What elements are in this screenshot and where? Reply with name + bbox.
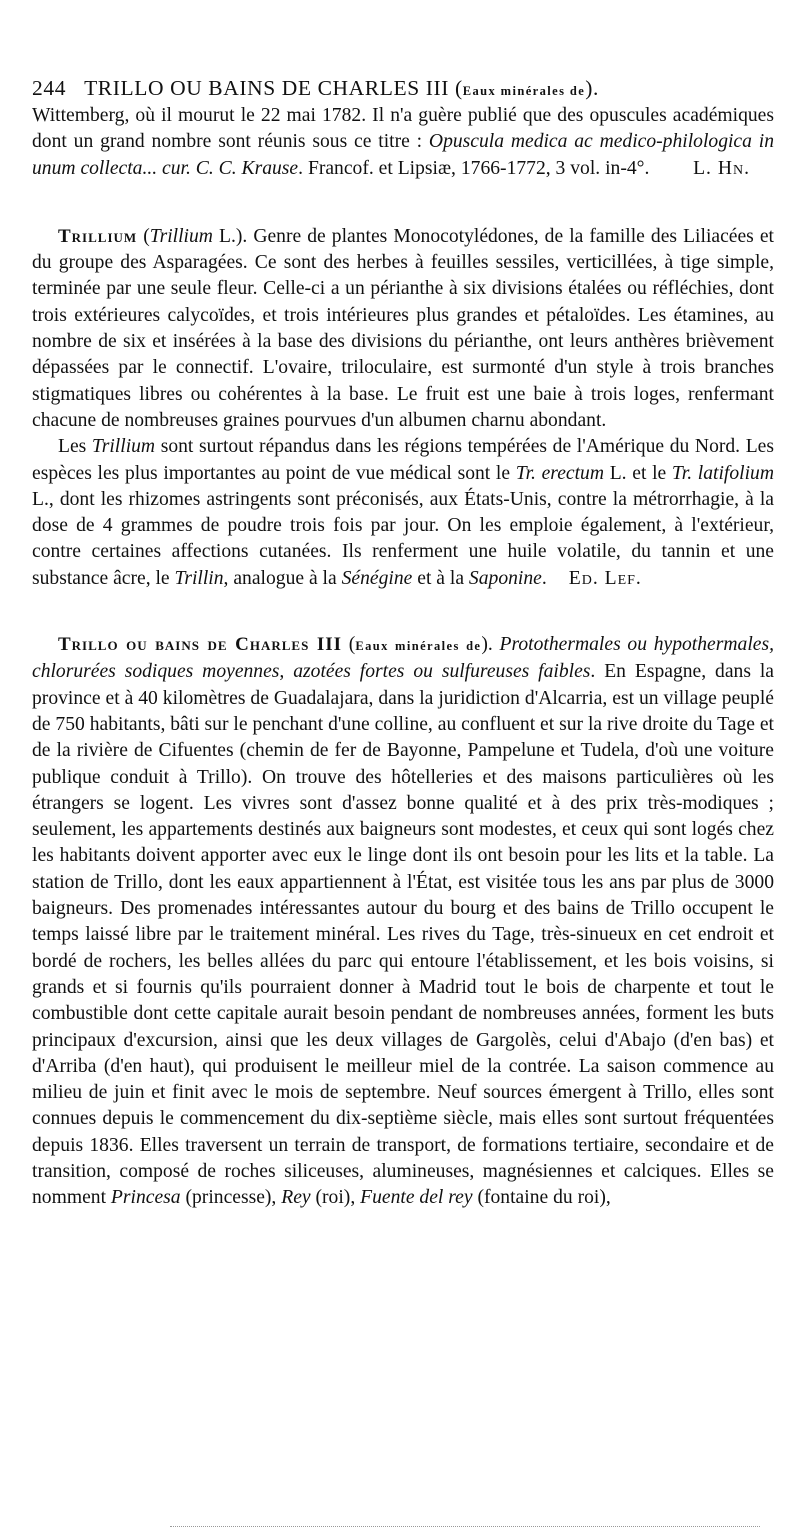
trillium-p2-i2: Tr. erectum — [515, 462, 604, 484]
trillium-signature: Ed. Lef. — [568, 567, 642, 589]
continuation-text-after: . Francof. et Lipsiæ, 1766-1772, 3 vol. in-4°. — [298, 157, 650, 179]
trillium-latin-tail: L.). — [212, 225, 254, 247]
trillium-description: Genre de plantes Monocotylédones, de la famille des Liliacées et du groupe des Asparagées. Ce sont des herbes à feuilles sessiles, verticillées, à tige simple, terminée par une seule fleur. Celle-ci a un périanthe à six divisions étalées ou réfléchies, dont trois extérieures calycoïdes, et trois intérieures plus grandes et pétaloïdes. Les étamines, au nombre de six et insérées à la base des divisions du périanthe, ont leurs anthères brièvement dépassées par le connectif. L'ovaire, triloculaire, est surmonté d'un style à trois branches stigmatiques libres ou cohérentes à la base. Le fruit est une baie à trois loges, renfermant chacune de nombreuses graines pourvues d'un albumen charnu abondant. — [32, 225, 774, 431]
trillium-paragraph-1 — [32, 224, 774, 434]
trillo-paren-open: ( — [342, 634, 356, 656]
trillium-p2-i5: Sénégine — [341, 567, 413, 589]
trillium-open-paren: ( — [137, 225, 150, 247]
trillium-p2-b: sont surtout répandus dans les régions tempérées de l'Amérique du Nord. Les espèces les plus importantes au point de vue médical sont le — [32, 436, 774, 484]
trillo-text-1: . En Espagne, dans la province et à 40 kilomètres de Guadalajara, dans la juridiction d'Alcarria, est un village peuplé de 750 habitants, bâti sur le penchant d'une colline, au confluent et sur la rive droite du Tage et de la rivière de Cifuentes (chemin de fer de Bayonne, Pampelune et Tudela, d'où une voiture publique conduit à Trillo). On trouve des hôtelleries et des maisons particulières où les étrangers se logent. Les vivres sont d'assez bonne qualité et à des prix très-modiques ; seulement, les appartements destinés aux baigneurs sont modestes, et ceux qui sont logés chez les habitants doivent apporter avec eux le linge dont ils ont besoin pour les lits et la table. La station de Trillo, dont les eaux appartiennent à l'État, est visitée tous les ans par plus de 3000 baigneurs. Des promenades intéressantes autour du bourg et des bains de Trillo occupent le temps laissé libre par le traitement minéral. Les rives du Tage, très-sinueux en cet endroit et bordé de rochers, les belles allées du parc qui entoure l'établissement, et les bois voisins, si grands et si fournis qu'ils pourraient donner à Madrid tout le bois de charpente et tout le combustible dont cette capitale aurait besoin pendant de nombreuses années, forment les buts principaux d'excursion, ainsi que les deux villages de Gargolès, celui d'Abajo (d'en bas) et d'Arriba (d'en haut), qui produisent le meilleur miel de la contrée. La saison commence au milieu de juin et finit avec le mois de septembre. Neuf sources émergent à Trillo, elles sont connues depuis le commencement du dix-septième siècle, mais elles sont surtout fréquentées depuis 1836. Elles traversent un terrain de transport, de formations tertiaire, secondaire et de transition, composé de roches siliceuses, alumineuses, magnésiennes et calciques. Elles se nomment — [32, 661, 775, 1209]
trillium-headword: Trillium — [58, 225, 138, 247]
continuation-paragraph — [32, 103, 774, 182]
trillium-p2-c: L. et le — [604, 462, 672, 484]
trillium-p2-e: , analogue à la — [223, 567, 342, 589]
continuation-signature: L. Hn. — [693, 157, 750, 179]
trillo-source-princesa: Princesa — [110, 1187, 181, 1209]
trillium-latin: Trillium — [149, 225, 213, 247]
bottom-dotted-rule — [170, 1526, 760, 1527]
trillo-source-rey: Rey — [281, 1187, 311, 1209]
trillo-italic-intro: Protothermales ou hypothermales, chlorurées sodiques moyennes, azotées fortes ou sulfureuses faibles — [32, 634, 774, 683]
trillo-text-3: (roi), — [310, 1187, 361, 1209]
running-head-title-small: Eaux minérales de — [462, 84, 586, 98]
page-number: 244 — [32, 76, 67, 100]
trillium-p2-a: Les — [58, 436, 92, 458]
trillo-text-2: (princesse), — [180, 1187, 282, 1209]
trillium-p2-i3: Tr. latifolium — [671, 462, 774, 484]
continuation-italic-title: Opuscula medica ac medico-philologica in unum collecta... cur. C. C. Krause — [32, 131, 774, 179]
trillium-p2-i6: Saponine — [468, 567, 542, 589]
trillium-p2-f: et à la — [412, 567, 469, 589]
running-head — [32, 76, 774, 101]
trillium-p2-i4: Trillin — [174, 567, 224, 589]
trillo-text-4: (fontaine du roi), — [472, 1187, 611, 1209]
running-head-title: TRILLO OU BAINS DE CHARLES III ( — [84, 76, 463, 100]
trillo-paren-small: Eaux minérales de — [355, 639, 482, 654]
trillo-paren-close: ). — [481, 634, 500, 656]
running-head-title-end: ). — [585, 76, 599, 100]
trillium-p2-g: . — [541, 567, 547, 589]
trillium-p2-d: L., dont les rhizomes astringents sont préconisés, aux États-Unis, contre la métrorrhagie, à la dose de 4 grammes de poudre trois fois par jour. On les emploie également, à l'extérieur, contre certaines affections cutanées. Ils renferment une huile volatile, du tannin et une substance âcre, le — [32, 488, 774, 589]
trillo-paragraph — [32, 632, 774, 1212]
continuation-text: Wittemberg, où il mourut le 22 mai 1782. Il n'a guère publié que des opuscules académiques dont un grand nombre sont réunis sous ce titre : — [32, 105, 774, 153]
trillo-source-fuente-del-rey: Fuente del rey — [360, 1187, 473, 1209]
trillo-headword: Trillo ou bains de Charles III — [58, 634, 343, 656]
trillium-p2-i1: Trillium — [91, 436, 156, 458]
page — [32, 0, 774, 1212]
trillium-paragraph-2 — [32, 434, 774, 592]
